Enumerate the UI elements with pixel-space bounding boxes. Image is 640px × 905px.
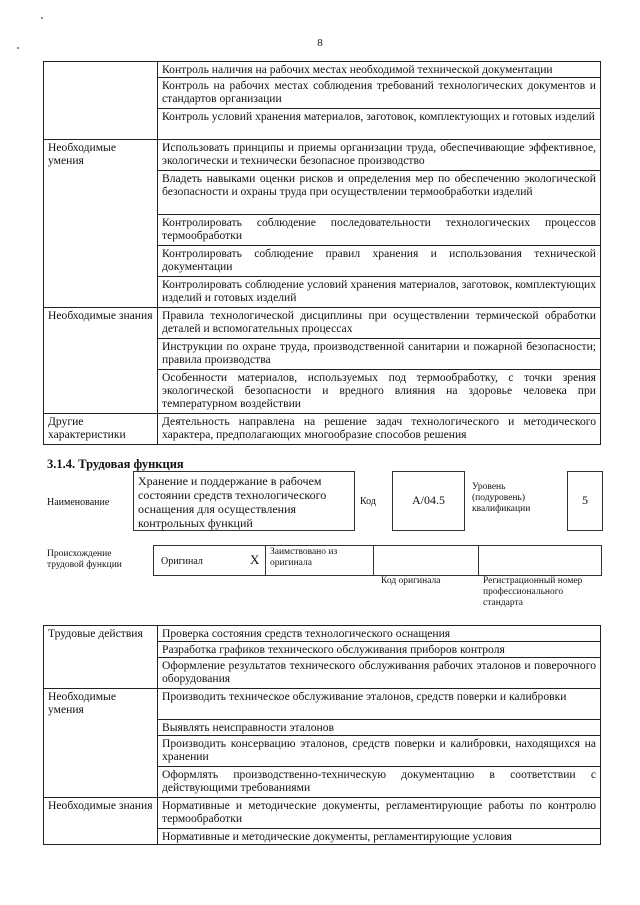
table-cell: Правила технологической дисциплины при осуществлении термической обработки деталей и вспомогательных процессах <box>158 308 601 339</box>
name-box <box>133 471 355 531</box>
table-cell: Оформление результатов технического обслуживания рабочих эталонов и поверочного оборудования <box>158 658 601 689</box>
name-label: Наименование <box>47 497 110 508</box>
table-cell: Деятельность направлена на решение задач технологического и методического характера, предполагающих многообразие способов решения <box>158 414 601 445</box>
table-cell: Владеть навыками оценки рисков и определения мер по обеспечению экологической безопасности и охраны труда при осуществлении термообработки изделий <box>158 171 601 215</box>
borrowed-label: Заимствовано из оригинала <box>270 547 338 568</box>
table-cell: Нормативные и методические документы, регламентирующие работы по контролю термообработки <box>158 798 601 829</box>
requirements-table-1 <box>43 61 601 445</box>
table-cell: Производить консервацию эталонов, средств поверки и калибровки, находящихся на хранении <box>158 736 601 767</box>
scan-dot <box>41 17 43 19</box>
origin-box <box>153 545 602 576</box>
table-cell: Контролировать соблюдение правил хранения и использования технической документации <box>158 246 601 277</box>
table-cell: Особенности материалов, используемых под термообработку, с точки зрения экологической безопасности и вредного влияния на здоровье человека при температурном воздействии <box>158 370 601 414</box>
original-label: Оригинал <box>161 556 203 567</box>
page-number: 8 <box>317 37 323 49</box>
code-box <box>392 471 465 531</box>
row-label: Другие характеристики <box>44 414 158 445</box>
table-cell: Инструкции по охране труда, производственной санитарии и пожарной безопасности; правила производства <box>158 339 601 370</box>
table-cell: Контроль условий хранения материалов, заготовок, комплектующих и готовых изделий <box>158 109 601 140</box>
function-name: Хранение и поддержание в рабочем состоянии средств технологического оснащения для осуществления контрольных функций <box>138 474 327 530</box>
requirements-table-2 <box>43 625 601 845</box>
table-cell: Выявлять неисправности эталонов <box>158 720 601 736</box>
table-cell: Оформлять производственно-техническую документацию в соответствии с действующими требованиями <box>158 767 601 798</box>
row-label: Необходимые умения <box>44 140 158 308</box>
reg-number-label: Регистрационный номер профессионального стандарта <box>483 576 583 608</box>
table-cell: Производить техническое обслуживание эталонов, средств поверки и калибровки <box>158 689 601 720</box>
table-cell: Нормативные и методические документы, регламентирующие условия <box>158 829 601 845</box>
divider <box>478 546 479 575</box>
code-value: A/04.5 <box>412 493 445 507</box>
table-cell: Контролировать соблюдение условий хранения материалов, заготовок, комплектующих изделий и готовых изделий <box>158 277 601 308</box>
table-cell: Контроль на рабочих местах соблюдения требований технологических документов и стандартов организации <box>158 78 601 109</box>
row-label: Необходимые знания <box>44 798 158 845</box>
section-title: 3.1.4. Трудовая функция <box>47 457 184 471</box>
row-label: Необходимые умения <box>44 689 158 798</box>
level-value: 5 <box>582 493 588 507</box>
table-cell: Контроль наличия на рабочих местах необходимой технической документации <box>158 62 601 78</box>
table-cell: Контролировать соблюдение последовательности технологических процессов термообработки <box>158 215 601 246</box>
level-label: Уровень (подуровень) квалификации <box>472 482 531 514</box>
original-mark: X <box>250 552 260 567</box>
divider <box>373 546 374 575</box>
origin-label: Происхождение трудовой функции <box>47 549 122 570</box>
row-label: Необходимые знания <box>44 308 158 414</box>
level-box <box>567 471 603 531</box>
row-label: Трудовые действия <box>44 626 158 689</box>
table-cell: Проверка состояния средств технологического оснащения <box>158 626 601 642</box>
table-cell: Использовать принципы и приемы организации труда, обеспечивающие эффективное, экологически и технически безопасное производство <box>158 140 601 171</box>
original-code-label: Код оригинала <box>381 576 441 586</box>
table-cell: Разработка графиков технического обслуживания приборов контроля <box>158 642 601 658</box>
row-label <box>44 62 158 140</box>
code-label: Код <box>360 496 376 507</box>
divider <box>265 546 266 575</box>
